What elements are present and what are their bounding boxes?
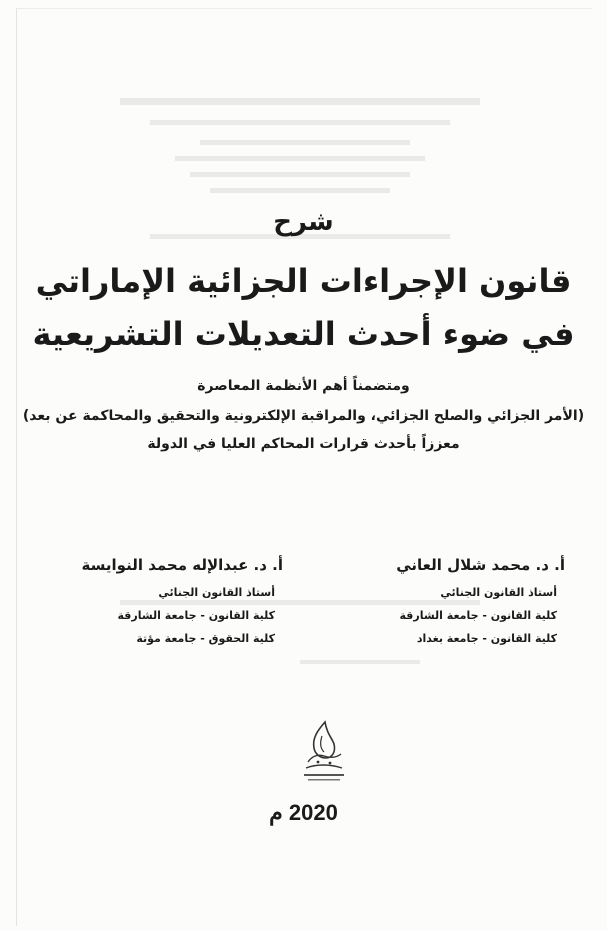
author-1 [396,556,565,655]
author-affiliation: كلية القانون - جامعة بغداد [416,632,557,645]
author-title: أستاذ القانون الجنائي [440,586,557,599]
author-affiliation: كلية القانون - جامعة الشارقة [399,609,557,622]
supported-note: معززاً بأحدث قرارات المحاكم العليا في الدولة [147,436,460,452]
contents-note: ومتضمناً أهم الأنظمة المعاصرة [197,378,410,394]
features-list: (الأمر الجزائي والصلح الجزائي، والمراقبة الإلكترونية والتحقيق والمحاكمة عن بعد) [22,408,585,424]
book-subtitle: في ضوء أحدث التعديلات التشريعية [32,315,575,353]
author-affiliation: كلية الحقوق - جامعة مؤتة [136,632,275,645]
author-2 [82,556,283,655]
title-kicker: شرح [273,207,334,237]
publisher-logo-icon [298,718,350,786]
author-name: أ. د. عبدالإله محمد النوايسة [81,556,283,574]
book-title: قانون الإجراءات الجزائية الإماراتي [35,262,572,300]
publication-year: 2020 م [269,800,338,825]
author-title: أستاذ القانون الجنائي [158,586,275,599]
author-affiliation: كلية القانون - جامعة الشارقة [117,609,275,622]
author-name: أ. د. محمد شلال العاني [396,556,565,574]
